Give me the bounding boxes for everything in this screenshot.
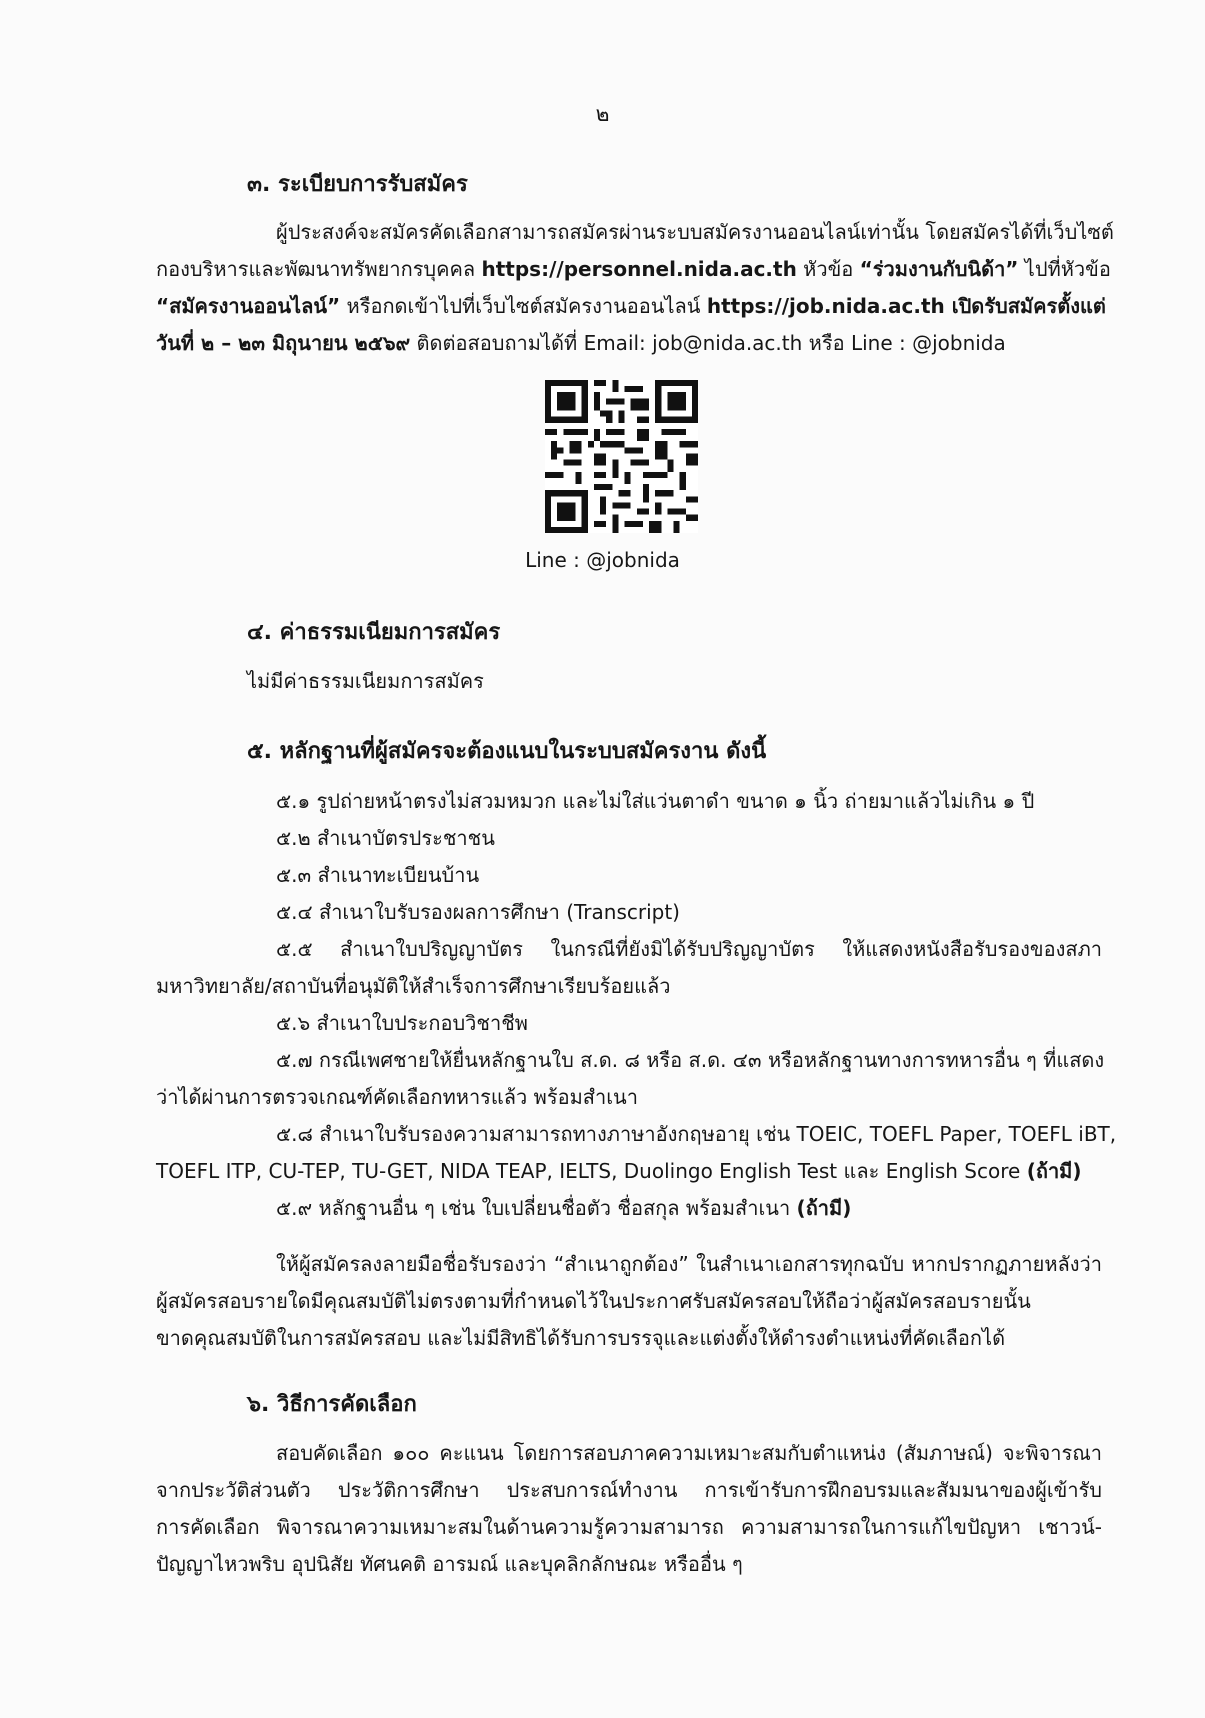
note-line-2: ผู้สมัครสอบรายใดมีคุณสมบัติไม่ตรงตามที่กำหนดไว้ในประกาศรับสมัครสอบให้ถือว่าผู้สมัครสอบรายนั้น [156,1289,1031,1313]
section-6-line-4: ปัญญาไหวพริบ อุปนิสัย ทัศนคติ อารมณ์ และบุคลิกลักษณะ หรืออื่น ๆ [156,1552,743,1576]
section-6-line-1: สอบคัดเลือก ๑๐๐ คะแนน โดยการสอบภาคความเหมาะสมกับตำแหน่ง (สัมภาษณ์) จะพิจารณา [276,1441,1102,1465]
list-item: ๕.๖ สำเนาใบประกอบวิชาชีพ [276,1011,528,1035]
section-3-heading: ๓. ระเบียบการรับสมัคร [247,172,468,197]
section-3-line-4: วันที่ ๒ – ๒๓ มิถุนายน ๒๕๖๙ ติดต่อสอบถามได้ที่ Email: job@nida.ac.th หรือ Line : @jobnida [156,331,1006,355]
section-6-heading: ๖. วิธีการคัดเลือก [247,1392,417,1417]
list-item-continued: ว่าได้ผ่านการตรวจเกณฑ์คัดเลือกทหารแล้ว พร้อมสำเนา [156,1085,638,1109]
section-6-line-3: การคัดเลือก พิจารณาความเหมาะสมในด้านความรู้ความสามารถ ความสามารถในการแก้ไขปัญหา เชาวน์- [156,1515,1102,1539]
list-item: ๕.๔ สำเนาใบรับรองผลการศึกษา (Transcript) [276,900,680,924]
list-item-continued: TOEFL ITP, CU-TEP, TU-GET, NIDA TEAP, IELTS, Duolingo English Test และ English Score (ถ้ามี) [156,1159,1082,1183]
list-item: ๕.๑ รูปถ่ายหน้าตรงไม่สวมหมวก และไม่ใส่แว่นตาดำ ขนาด ๑ นิ้ว ถ่ายมาแล้วไม่เกิน ๑ ปี [276,789,1035,813]
section-4-heading: ๔. ค่าธรรมเนียมการสมัคร [247,620,501,645]
list-item: ๕.๕ สำเนาใบปริญญาบัตร ในกรณีที่ยังมิได้รับปริญญาบัตร ให้แสดงหนังสือรับรองของสภา [276,937,1102,961]
section-3-line-1: ผู้ประสงค์จะสมัครคัดเลือกสามารถสมัครผ่านระบบสมัครงานออนไลน์เท่านั้น โดยสมัครได้ที่เว็บไซต์ [276,220,1114,244]
job-url: https://job.nida.ac.th [706,294,945,318]
personnel-url: https://personnel.nida.ac.th [481,257,797,281]
list-item-continued: มหาวิทยาลัย/สถาบันที่อนุมัติให้สำเร็จการศึกษาเรียบร้อยแล้ว [156,974,671,998]
section-6-line-2: จากประวัติส่วนตัว ประวัติการศึกษา ประสบการณ์ทำงาน การเข้ารับการฝึกอบรมและสัมมนาของผู้เข้ารับ [156,1478,1102,1502]
section-3-line-2: กองบริหารและพัฒนาทรัพยากรบุคคล https://personnel.nida.ac.th หัวข้อ “ร่วมงานกับนิด้า” ไปที่หัวข้อ [156,257,1111,281]
section-3-line-3: “สมัครงานออนไลน์” หรือกดเข้าไปที่เว็บไซต์สมัครงานออนไลน์ https://job.nida.ac.th เปิดรับสมัครตั้งแต่ [156,294,1106,318]
list-item: ๕.๗ กรณีเพศชายให้ยื่นหลักฐานใบ ส.ด. ๘ หรือ ส.ด. ๔๓ หรือหลักฐานทางการทหารอื่น ๆ ที่แสดง [276,1048,1105,1072]
note-line-1: ให้ผู้สมัครลงลายมือชื่อรับรองว่า “สำเนาถูกต้อง” ในสำเนาเอกสารทุกฉบับ หากปรากฏภายหลังว่า [276,1252,1102,1276]
list-item: ๕.๙ หลักฐานอื่น ๆ เช่น ใบเปลี่ยนชื่อตัว ชื่อสกุล พร้อมสำเนา (ถ้ามี) [276,1196,852,1220]
line-qr-code-icon [545,380,698,533]
qr-caption: Line : @jobnida [525,548,680,572]
section-4-text: ไม่มีค่าธรรมเนียมการสมัคร [247,669,484,693]
note-line-3: ขาดคุณสมบัติในการสมัครสอบ และไม่มีสิทธิได้รับการบรรจุและแต่งตั้งให้ดำรงตำแหน่งที่คัดเลือกได้ [156,1326,1006,1350]
section-5-heading: ๕. หลักฐานที่ผู้สมัครจะต้องแนบในระบบสมัครงาน ดังนี้ [247,739,767,764]
page-number: ๒ [595,102,610,126]
list-item: ๕.๘ สำเนาใบรับรองความสามารถทางภาษาอังกฤษอายุ เช่น TOEIC, TOEFL Paper, TOEFL iBT, [276,1122,1117,1146]
list-item: ๕.๒ สำเนาบัตรประชาชน [276,826,495,850]
list-item: ๕.๓ สำเนาทะเบียนบ้าน [276,863,480,887]
